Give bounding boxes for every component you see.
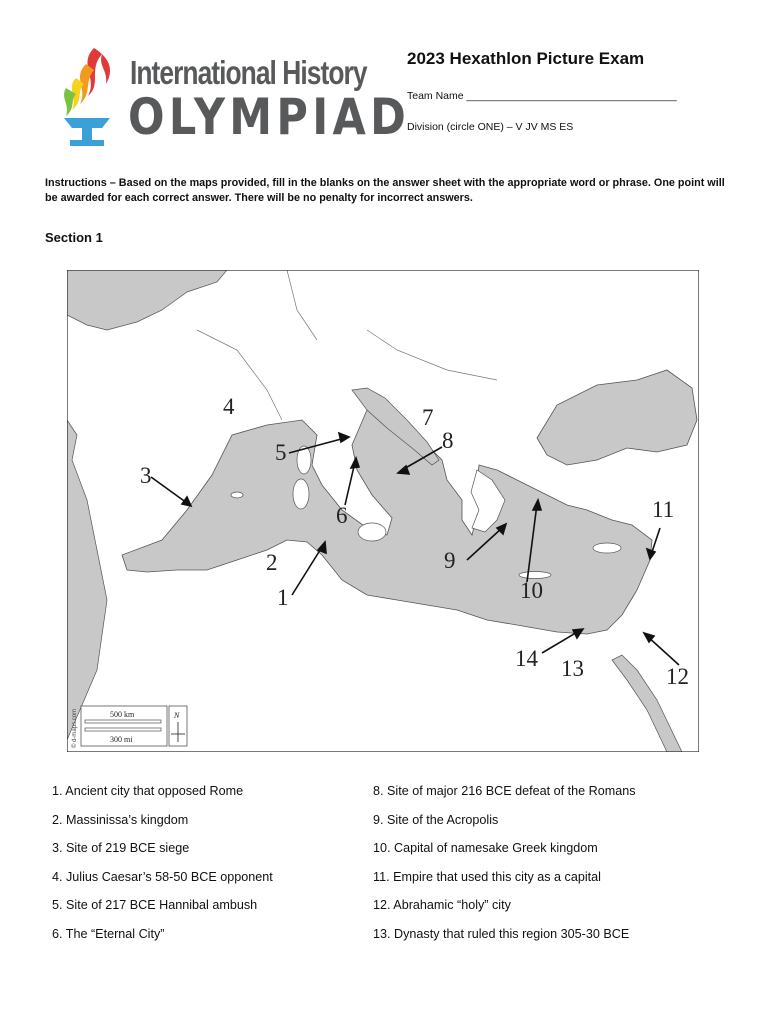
map-label-6: 6 bbox=[336, 503, 348, 528]
question-item: 4. Julius Caesar’s 58-50 BCE opponent bbox=[52, 870, 273, 884]
question-item: 9. Site of the Acropolis bbox=[373, 813, 499, 827]
division-choice[interactable]: Division (circle ONE) – V JV MS ES bbox=[407, 121, 574, 133]
map-label-2: 2 bbox=[266, 550, 278, 575]
question-item: 13. Dynasty that ruled this region 305-30 BCE bbox=[373, 927, 630, 941]
question-item: 10. Capital of namesake Greek kingdom bbox=[373, 841, 598, 855]
map-label-9: 9 bbox=[444, 548, 456, 573]
map-label-4: 4 bbox=[223, 394, 235, 419]
map-label-5: 5 bbox=[275, 440, 287, 465]
scale-mi-label: 300 mi bbox=[110, 735, 133, 744]
question-item: 5. Site of 217 BCE Hannibal ambush bbox=[52, 898, 258, 912]
question-item: 8. Site of major 216 BCE defeat of the Romans bbox=[373, 784, 636, 798]
map-credit: © d-maps.com bbox=[72, 708, 78, 748]
map-label-8: 8 bbox=[442, 428, 454, 453]
map-scale bbox=[81, 706, 187, 746]
map-label-3: 3 bbox=[140, 463, 152, 488]
section-title: Section 1 bbox=[45, 230, 103, 245]
team-name-field[interactable]: Team Name ____________________________________ bbox=[407, 90, 677, 102]
mediterranean-map bbox=[67, 270, 699, 752]
question-item: 11. Empire that used this city as a capital bbox=[373, 870, 601, 884]
torch-cup-icon bbox=[64, 118, 110, 128]
logo-title-line2: OLYMPIAD bbox=[128, 88, 411, 146]
question-item: 2. Massinissa’s kingdom bbox=[52, 813, 189, 827]
exam-title: 2023 Hexathlon Picture Exam bbox=[407, 49, 645, 68]
map-label-7: 7 bbox=[422, 405, 434, 430]
map-label-12: 12 bbox=[666, 664, 689, 689]
map-label-14: 14 bbox=[515, 646, 538, 671]
map-label-11: 11 bbox=[652, 497, 675, 522]
scale-km-label: 500 km bbox=[110, 710, 135, 719]
question-item: 6. The “Eternal City” bbox=[52, 927, 165, 941]
question-item: 12. Abrahamic “holy” city bbox=[373, 898, 511, 912]
north-label: N bbox=[174, 711, 180, 720]
question-item: 1. Ancient city that opposed Rome bbox=[52, 784, 244, 798]
logo-title-line1: International History bbox=[130, 54, 367, 91]
map-label-13: 13 bbox=[561, 656, 584, 681]
instructions: Instructions – Based on the maps provided, fill in the blanks on the answer sheet with the appropriate word or phrase. One point will be awarded for each correct answer. There will be no penalty for incorrect answers. bbox=[45, 177, 725, 204]
map-label-10: 10 bbox=[520, 578, 543, 603]
question-item: 3. Site of 219 BCE siege bbox=[52, 841, 190, 855]
map-label-1: 1 bbox=[277, 585, 289, 610]
